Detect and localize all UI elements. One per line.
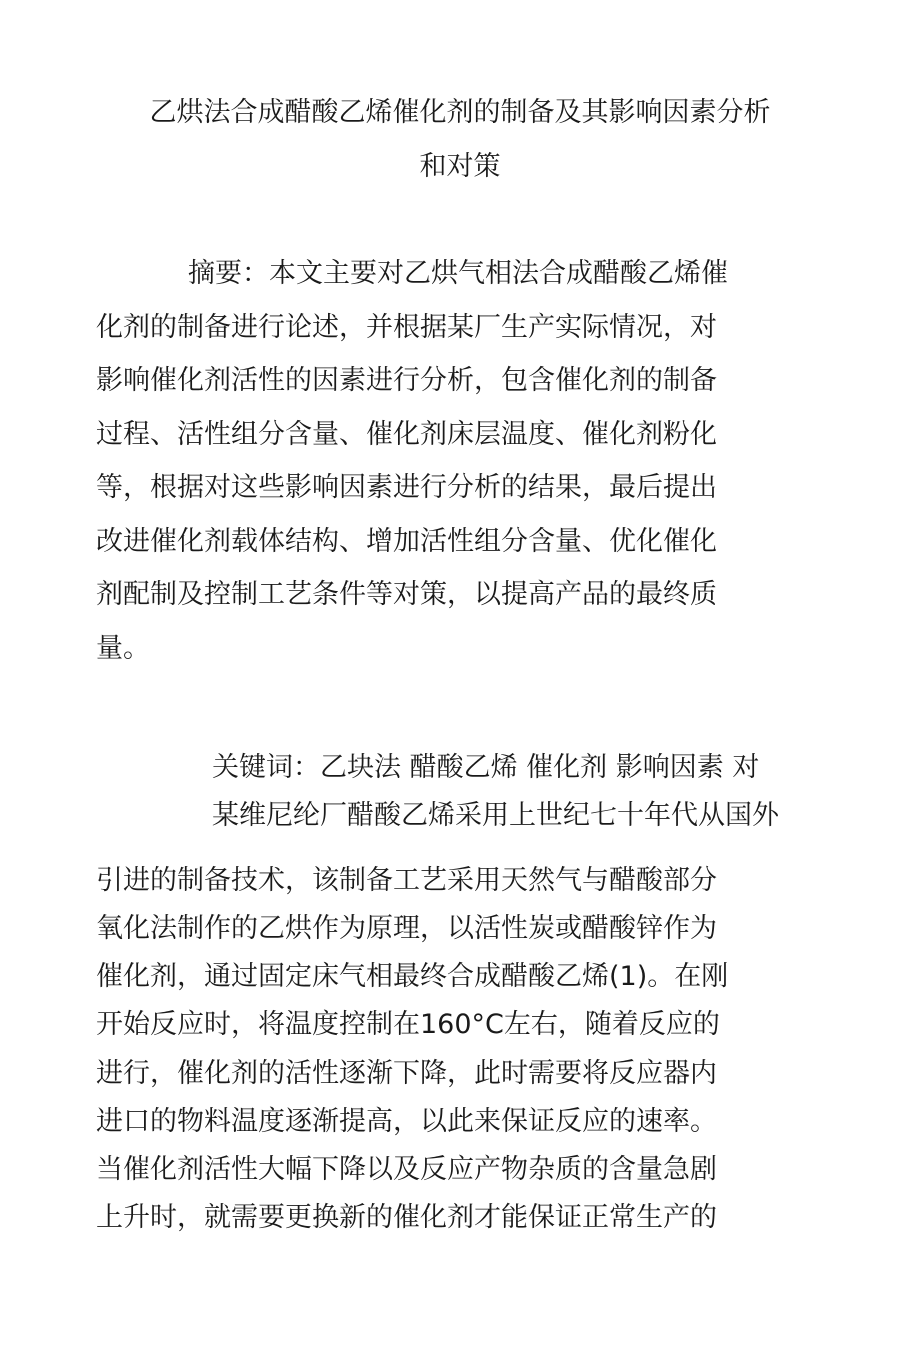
- body-line: 上升时，就需要更换新的催化剂才能保证正常生产的: [96, 1202, 717, 1233]
- document-title: [60, 86, 860, 194]
- title-line-1: 乙烘法合成醋酸乙烯催化剂的制备及其影响因素分析: [149, 97, 771, 128]
- body-line: 催化剂，通过固定床气相最终合成醋酸乙烯(1)。在刚: [96, 961, 729, 992]
- abstract-line: 影响催化剂活性的因素进行分析，包含催化剂的制备: [96, 365, 717, 396]
- body-line: 开始反应时，将温度控制在160°C左右，随着反应的: [96, 1009, 720, 1040]
- abstract-line: 过程、活性组分含量、催化剂床层温度、催化剂粉化: [96, 419, 717, 450]
- abstract-line: 量。: [96, 633, 150, 664]
- abstract-line: 改进催化剂载体结构、增加活性组分含量、优化催化: [96, 526, 717, 557]
- body-line: 进口的物料温度逐渐提高，以此来保证反应的速率。: [96, 1106, 717, 1137]
- intro-first-line: 某维尼纶厂醋酸乙烯采用上世纪七十年代从国外: [212, 800, 779, 831]
- abstract-line: 等，根据对这些影响因素进行分析的结果，最后提出: [96, 472, 717, 503]
- title-line-2: 和对策: [419, 151, 501, 182]
- abstract-line: 化剂的制备进行论述，并根据某厂生产实际情况，对: [96, 312, 717, 343]
- keywords-line: 关键词：乙块法 醋酸乙烯 催化剂 影响因素 对: [212, 752, 760, 783]
- body-line: 氧化法制作的乙烘作为原理，以活性炭或醋酸锌作为: [96, 913, 717, 944]
- abstract-line: 摘要：本文主要对乙烘气相法合成醋酸乙烯催: [188, 258, 728, 289]
- abstract-line: 剂配制及控制工艺条件等对策，以提高产品的最终质: [96, 579, 717, 610]
- body-line: 进行，催化剂的活性逐渐下降，此时需要将反应器内: [96, 1058, 717, 1089]
- body-line: 引进的制备技术，该制备工艺采用天然气与醋酸部分: [96, 865, 717, 896]
- body-line: 当催化剂活性大幅下降以及反应产物杂质的含量急剧: [96, 1154, 717, 1185]
